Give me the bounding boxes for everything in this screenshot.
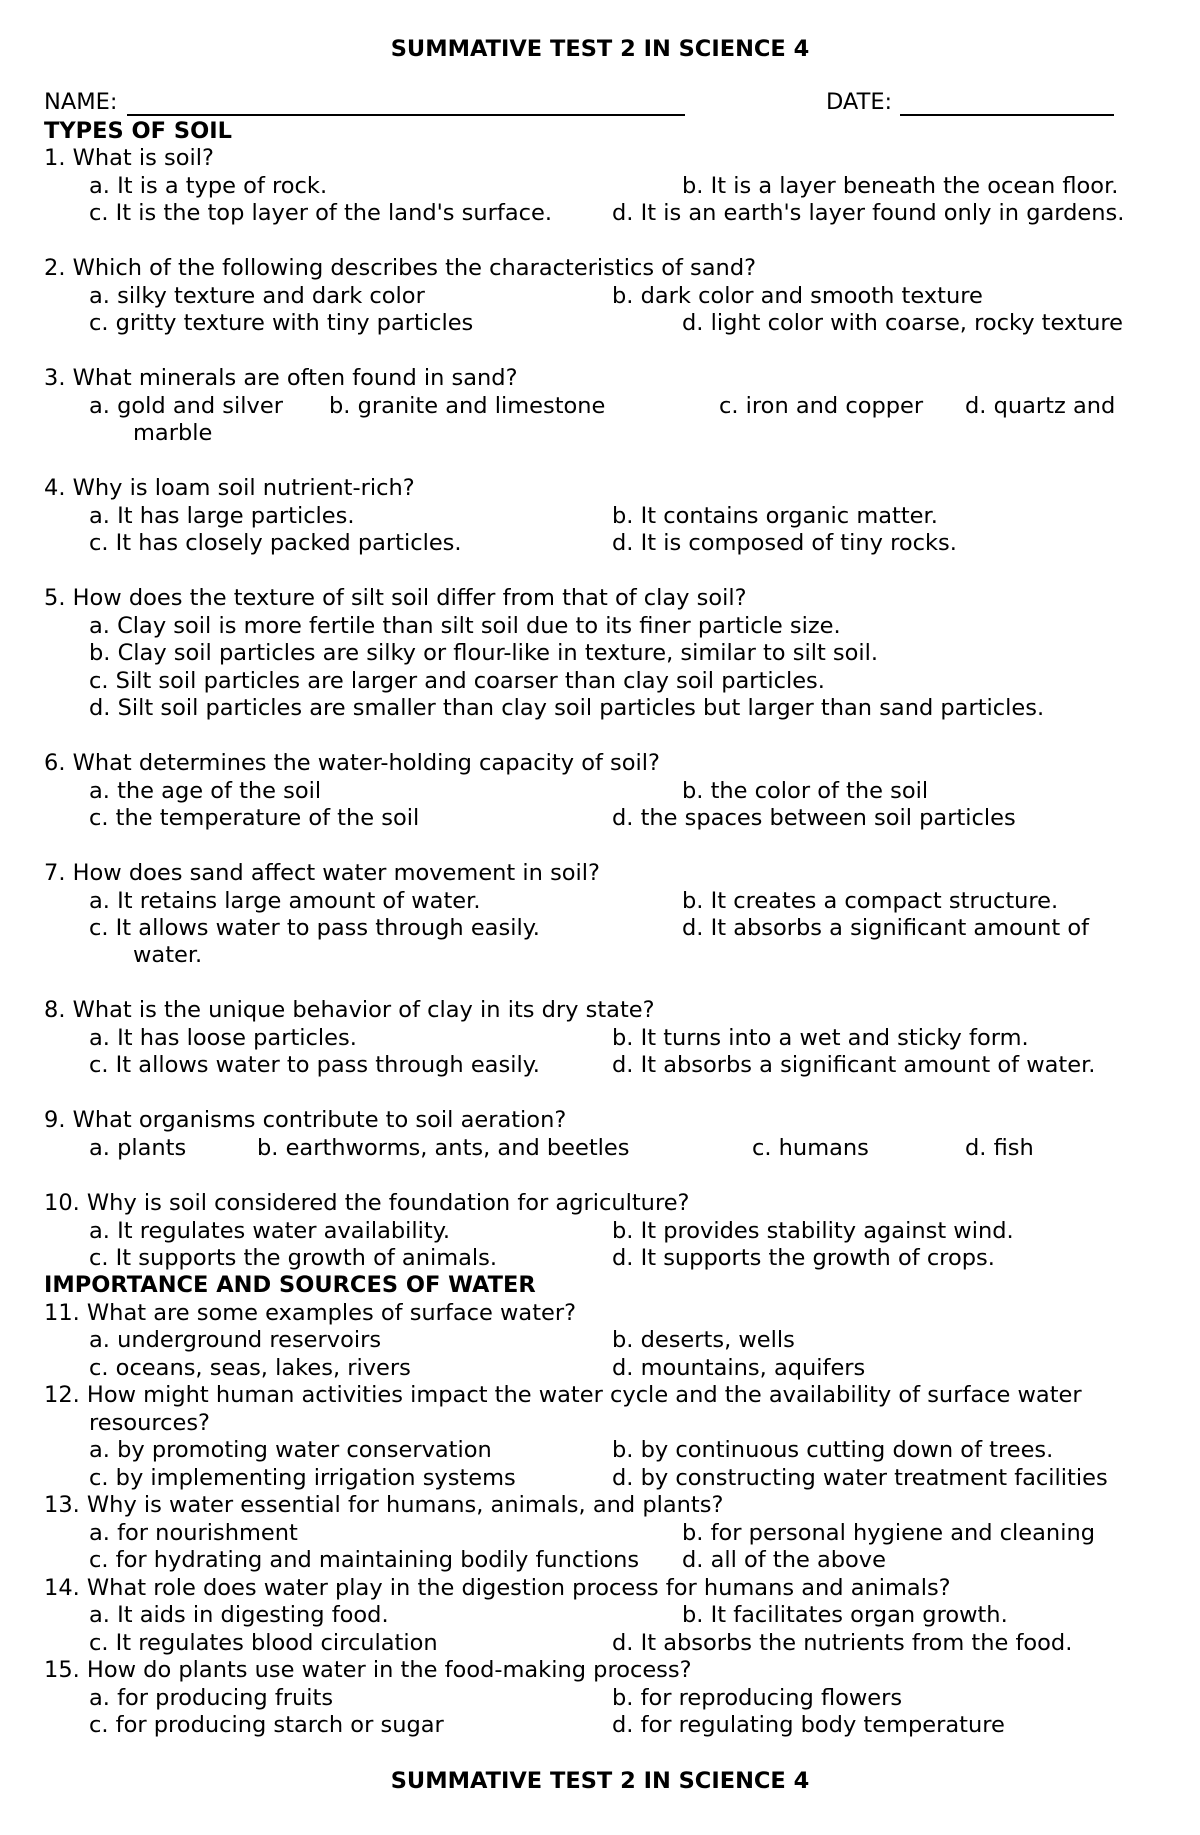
answer-option: a. the age of the soil bbox=[89, 778, 322, 804]
answer-option: d. the spaces between soil particles bbox=[612, 805, 1016, 831]
answer-option: d. It absorbs the nutrients from the food. bbox=[612, 1630, 1073, 1656]
answer-option: a. Clay soil is more fertile than silt soil due to its finer particle size. bbox=[89, 613, 841, 639]
answer-option: c. the temperature of the soil bbox=[89, 805, 420, 831]
answer-option: d. quartz and bbox=[965, 393, 1116, 419]
question-text: 3. What minerals are often found in sand? bbox=[44, 365, 518, 391]
question-text: 4. Why is loam soil nutrient-rich? bbox=[44, 475, 415, 501]
page-title: SUMMATIVE TEST 2 IN SCIENCE 4 bbox=[390, 36, 810, 62]
question-text: 12. How might human activities impact the water cycle and the availability of surface water bbox=[44, 1382, 1082, 1408]
question-text: 15. How do plants use water in the food-making process? bbox=[44, 1657, 692, 1683]
question-text: 2. Which of the following describes the characteristics of sand? bbox=[44, 255, 757, 281]
answer-option: a. It aids in digesting food. bbox=[89, 1602, 389, 1628]
answer-option: a. It retains large amount of water. bbox=[89, 888, 481, 914]
answer-option: c. It allows water to pass through easily. bbox=[89, 1052, 540, 1078]
answer-option: d. light color with coarse, rocky texture bbox=[682, 310, 1123, 336]
name-blank-line[interactable] bbox=[127, 114, 685, 116]
question-text: 1. What is soil? bbox=[44, 145, 214, 171]
footer-title: SUMMATIVE TEST 2 IN SCIENCE 4 bbox=[390, 1768, 810, 1794]
answer-option: b. the color of the soil bbox=[682, 778, 929, 804]
answer-option: b. earthworms, ants, and beetles bbox=[257, 1135, 630, 1161]
answer-option: a. by promoting water conservation bbox=[89, 1437, 492, 1463]
answer-option: c. by implementing irrigation systems bbox=[89, 1465, 516, 1491]
question-text: 5. How does the texture of silt soil differ from that of clay soil? bbox=[44, 585, 747, 611]
answer-option: a. It is a type of rock. bbox=[89, 173, 328, 199]
answer-option: c. It allows water to pass through easily. bbox=[89, 915, 540, 941]
answer-option: b. Clay soil particles are silky or flour-like in texture, similar to silt soil. bbox=[89, 640, 879, 666]
name-label: NAME: bbox=[44, 89, 118, 115]
answer-option: c. gritty texture with tiny particles bbox=[89, 310, 474, 336]
answer-option: d. all of the above bbox=[682, 1547, 886, 1573]
answer-option: a. It has large particles. bbox=[89, 503, 355, 529]
answer-option: d. for regulating body temperature bbox=[612, 1712, 1005, 1738]
date-blank-line[interactable] bbox=[900, 114, 1114, 116]
question-text: 11. What are some examples of surface water? bbox=[44, 1300, 577, 1326]
answer-option: c. Silt soil particles are larger and coarser than clay soil particles. bbox=[89, 668, 825, 694]
answer-option: a. plants bbox=[89, 1135, 187, 1161]
answer-option: c. humans bbox=[752, 1135, 869, 1161]
answer-option: c. It supports the growth of animals. bbox=[89, 1245, 498, 1271]
answer-option: c. oceans, seas, lakes, rivers bbox=[89, 1355, 411, 1381]
question-text: 8. What is the unique behavior of clay in its dry state? bbox=[44, 997, 655, 1023]
answer-option: b. deserts, wells bbox=[612, 1327, 795, 1353]
answer-option: b. by continuous cutting down of trees. bbox=[612, 1437, 1054, 1463]
answer-option: b. It provides stability against wind. bbox=[612, 1218, 1014, 1244]
answer-option: b. granite and limestone bbox=[329, 393, 606, 419]
answer-option: a. silky texture and dark color bbox=[89, 283, 425, 309]
question-text: 6. What determines the water-holding capacity of soil? bbox=[44, 750, 660, 776]
question-text: 13. Why is water essential for humans, animals, and plants? bbox=[44, 1492, 724, 1518]
answer-option: d. It absorbs a significant amount of water. bbox=[612, 1052, 1096, 1078]
answer-option: d. mountains, aquifers bbox=[612, 1355, 866, 1381]
answer-option: b. for personal hygiene and cleaning bbox=[682, 1520, 1095, 1546]
answer-option-continuation: water. bbox=[133, 942, 203, 968]
answer-option: a. gold and silver bbox=[89, 393, 283, 419]
answer-option: d. by constructing water treatment facilities bbox=[612, 1465, 1108, 1491]
answer-option: d. It supports the growth of crops. bbox=[612, 1245, 995, 1271]
answer-option-continuation: marble bbox=[133, 420, 213, 446]
answer-option: d. fish bbox=[965, 1135, 1034, 1161]
answer-option: a. underground reservoirs bbox=[89, 1327, 382, 1353]
question-text: 9. What organisms contribute to soil aeration? bbox=[44, 1107, 567, 1133]
answer-option: b. It turns into a wet and sticky form. bbox=[612, 1025, 1029, 1051]
answer-option: d. It absorbs a significant amount of bbox=[682, 915, 1090, 941]
answer-option: c. for producing starch or sugar bbox=[89, 1712, 444, 1738]
answer-option: b. It facilitates organ growth. bbox=[682, 1602, 1008, 1628]
answer-option: c. iron and copper bbox=[719, 393, 924, 419]
question-text: 7. How does sand affect water movement in soil? bbox=[44, 860, 600, 886]
answer-option: b. for reproducing flowers bbox=[612, 1685, 903, 1711]
answer-option: a. It regulates water availability. bbox=[89, 1218, 450, 1244]
section-heading-soil: TYPES OF SOIL bbox=[44, 118, 232, 144]
answer-option: c. It is the top layer of the land's surface. bbox=[89, 200, 552, 226]
date-label: DATE: bbox=[826, 89, 893, 115]
question-text-continuation: resources? bbox=[89, 1410, 210, 1436]
answer-option: d. It is an earth's layer found only in gardens. bbox=[612, 200, 1125, 226]
answer-option: c. It has closely packed particles. bbox=[89, 530, 462, 556]
answer-option: a. for producing fruits bbox=[89, 1685, 334, 1711]
answer-option: b. It contains organic matter. bbox=[612, 503, 938, 529]
answer-option: a. It has loose particles. bbox=[89, 1025, 357, 1051]
question-text: 14. What role does water play in the digestion process for humans and animals? bbox=[44, 1575, 951, 1601]
answer-option: d. Silt soil particles are smaller than clay soil particles but larger than sand particles. bbox=[89, 695, 1045, 721]
answer-option: b. It is a layer beneath the ocean floor. bbox=[682, 173, 1119, 199]
answer-option: c. for hydrating and maintaining bodily functions bbox=[89, 1547, 640, 1573]
answer-option: b. dark color and smooth texture bbox=[612, 283, 983, 309]
section-heading-water: IMPORTANCE AND SOURCES OF WATER bbox=[44, 1272, 536, 1298]
question-text: 10. Why is soil considered the foundation for agriculture? bbox=[44, 1190, 690, 1216]
answer-option: d. It is composed of tiny rocks. bbox=[612, 530, 957, 556]
answer-option: c. It regulates blood circulation bbox=[89, 1630, 438, 1656]
answer-option: a. for nourishment bbox=[89, 1520, 298, 1546]
answer-option: b. It creates a compact structure. bbox=[682, 888, 1059, 914]
